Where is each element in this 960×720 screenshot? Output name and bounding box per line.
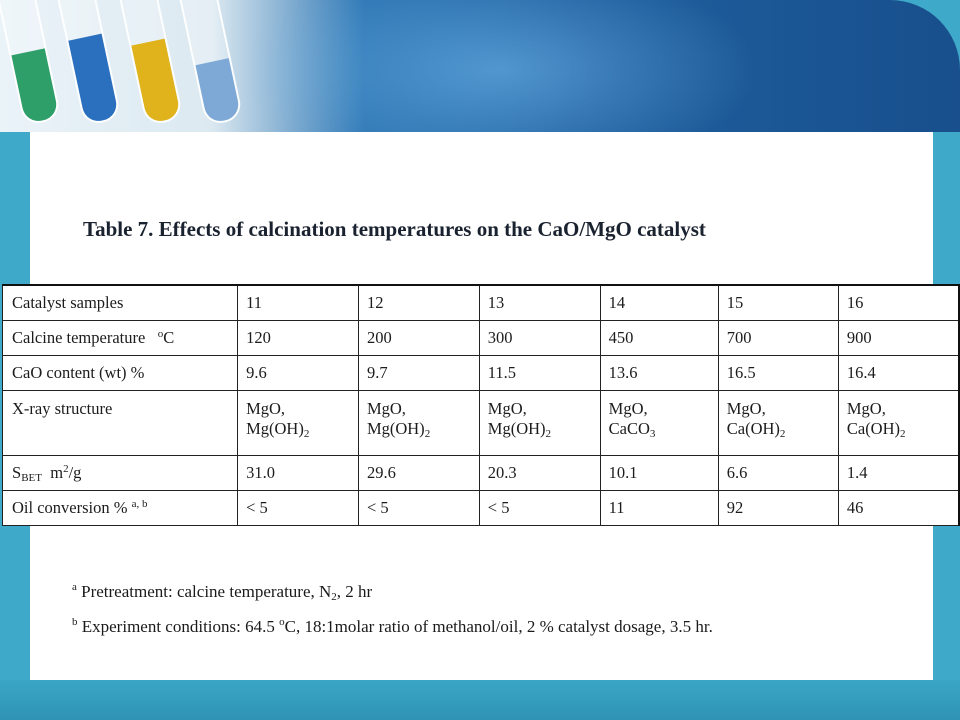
row-label [3, 491, 238, 526]
slide-frame-bottom [0, 680, 960, 720]
table-cell: 300 [479, 321, 600, 356]
table-cell [838, 391, 959, 456]
table-cell [479, 391, 600, 456]
table-cell: 46 [838, 491, 959, 526]
table-cell: 1.4 [838, 456, 959, 491]
cell-line: CaCO [608, 419, 650, 438]
table-cell: 6.6 [718, 456, 838, 491]
table-cell: 450 [600, 321, 718, 356]
test-tube-icon [174, 0, 243, 126]
footnote-text: , 2 hr [336, 582, 373, 601]
table-row-sbet [3, 456, 960, 491]
subscript: 2 [424, 428, 431, 440]
table-cell: 10.1 [600, 456, 718, 491]
row-label [3, 321, 238, 356]
cell-line: Ca(OH) [846, 419, 901, 438]
footnote-text: Pretreatment: calcine temperature, N [81, 582, 332, 601]
cell-line: Mg(OH) [366, 419, 425, 438]
footnote-mark: b [72, 616, 78, 628]
table-title: Table 7. Effects of calcination temperatures on the CaO/MgO catalyst [83, 217, 706, 241]
header-cell: 12 [358, 285, 479, 321]
cell-line: Mg(OH) [487, 419, 546, 438]
header-banner-image [0, 0, 960, 132]
cell-line: MgO, [246, 399, 286, 418]
test-tube-icon [0, 0, 62, 126]
test-tube-icon [114, 0, 183, 126]
table-header-row [3, 285, 960, 321]
header-cell: 14 [600, 285, 718, 321]
table-cell: 9.7 [358, 356, 479, 391]
footnote-mark: a [72, 581, 77, 593]
subscript: BET [21, 471, 42, 484]
header-cell: 16 [838, 285, 959, 321]
table-cell: 16.4 [838, 356, 959, 391]
row-label-text: Calcine temperature [12, 328, 146, 347]
cell-line: MgO, [726, 399, 766, 418]
table-row-cao-content [3, 356, 960, 391]
table-cell [238, 391, 359, 456]
test-tube-icon [52, 0, 121, 126]
table-row-calcine-temperature [3, 321, 960, 356]
cell-line: MgO, [608, 399, 648, 418]
cell-line: MgO, [846, 399, 886, 418]
cell-line: Ca(OH) [726, 419, 780, 438]
subscript: 2 [545, 428, 552, 440]
table-footnotes [72, 575, 872, 639]
row-label: X-ray structure [3, 391, 238, 456]
table-row-oil-conversion [3, 491, 960, 526]
table-cell: 13.6 [600, 356, 718, 391]
table-cell: 700 [718, 321, 838, 356]
row-label [3, 456, 238, 491]
cell-line: MgO, [487, 399, 527, 418]
table-cell: 31.0 [238, 456, 359, 491]
table-cell: 120 [238, 321, 359, 356]
table-cell: 900 [838, 321, 959, 356]
degree-mark: o [157, 328, 164, 340]
unit-text: C [163, 328, 175, 347]
subscript: 2 [331, 591, 337, 603]
header-cell: 11 [238, 285, 359, 321]
unit-text: m [50, 462, 64, 482]
table-cell: 200 [358, 321, 479, 356]
superscript: 2 [63, 462, 69, 475]
row-label: CaO content (wt) % [3, 356, 238, 391]
calcination-table [2, 284, 960, 526]
footnote-text: Experiment conditions: 64.5 [81, 617, 275, 636]
table-cell [358, 391, 479, 456]
table-cell [718, 391, 838, 456]
unit-text: /g [68, 462, 82, 482]
cell-line: MgO, [366, 399, 406, 418]
header-cell: 15 [718, 285, 838, 321]
table-cell: 11 [600, 491, 718, 526]
table-cell: 16.5 [718, 356, 838, 391]
table-cell: < 5 [479, 491, 600, 526]
row-label-text: Oil conversion % [12, 498, 128, 517]
subscript: 2 [900, 428, 906, 440]
footnote-b [72, 610, 872, 639]
superscript: a, b [131, 498, 148, 510]
subscript: 2 [303, 428, 310, 440]
table-cell [600, 391, 718, 456]
footnote-a [72, 575, 872, 610]
table-row-xray-structure [3, 391, 960, 456]
table-cell: < 5 [238, 491, 359, 526]
header-cell: 13 [479, 285, 600, 321]
table-cell: 11.5 [479, 356, 600, 391]
table-cell: < 5 [358, 491, 479, 526]
row-label-text: S [12, 462, 22, 482]
subscript: 2 [779, 428, 786, 440]
subscript: 3 [649, 428, 656, 440]
degree-mark: o [279, 616, 285, 628]
table-cell: 9.6 [238, 356, 359, 391]
table-cell: 92 [718, 491, 838, 526]
banner-glow [240, 0, 760, 132]
footnote-text: C, 18:1molar ratio of methanol/oil, 2 % catalyst dosage, 3.5 hr. [284, 617, 713, 636]
table-cell: 20.3 [479, 456, 600, 491]
row-label: Catalyst samples [3, 285, 238, 321]
cell-line: Mg(OH) [246, 419, 304, 438]
table-cell: 29.6 [358, 456, 479, 491]
